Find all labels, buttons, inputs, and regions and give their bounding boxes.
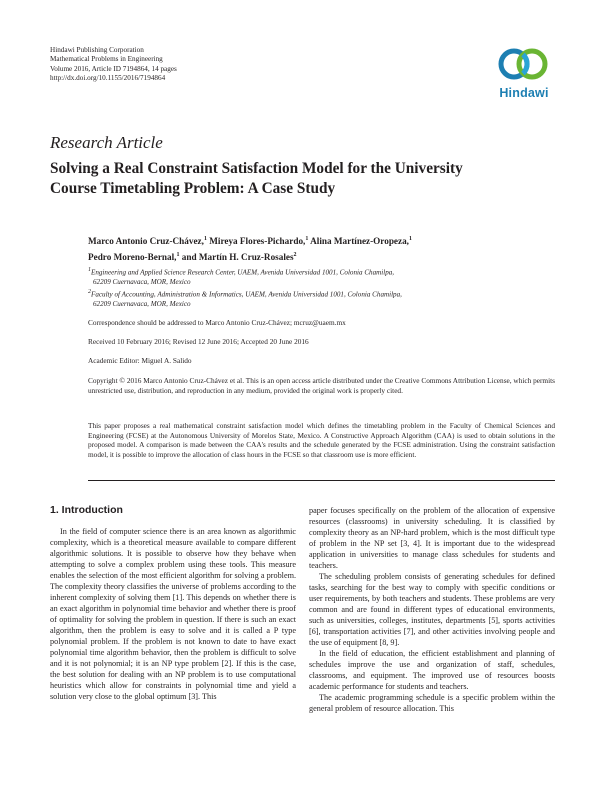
author-line: Marco Antonio Cruz-Chávez,$^1$ Mireya Flores-Pichardo,$^1$ Alina Martínez-Oropeza,$^1$ <box>88 236 412 247</box>
journal-header <box>50 46 177 84</box>
title-line: Course Timetabling Problem: A Case Study <box>50 179 336 197</box>
doi-link[interactable]: http://dx.doi.org/10.1155/2016/7194864 <box>50 74 166 83</box>
right-column <box>309 505 555 714</box>
paragraph: The academic programming schedule is a specific problem within the general problem of resource allocation. This <box>309 693 555 713</box>
author-name: Mireya Flores-Pichardo, <box>209 236 306 247</box>
journal-name: Mathematical Problems in Engineering <box>50 55 163 64</box>
copyright-notice: Copyright © 2016 Marco Antonio Cruz-Chávez et al. This is an open access article distributed under the Creative Commons Attribution License, which permits unrestricted use, distribution, and reproduction in any medium, provided the original work is properly cited. <box>88 376 555 395</box>
paragraph: In the field of education, the efficient establishment and planning of schedules improve the use and organization of staff, schedules, classrooms, and equipment. The improved use of resources boosts academic performance for students and teachers. <box>309 649 555 691</box>
affiliation: $^1$Engineering and Applied Science Research Center, UAEM, Avenida Universidad 1001, Colonia Chamilpa, <box>88 267 395 277</box>
section-heading: 1. Introduction <box>50 504 123 516</box>
author-name: Pedro Moreno-Bernal, <box>88 252 177 263</box>
left-column <box>50 526 296 702</box>
paragraph: The scheduling problem consists of generating schedules for defined tasks, searching for the best way to comply with specific conditions or user requirements, by both teachers and students. These problems are very common and are found in different types of educational environments, such as universities, colleges, institutes, departments [5], sports activities [6], transportation activities [7], and other activities involving people and the use of equipment [8, 9]. <box>309 572 555 647</box>
author-name: and Martín H. Cruz-Rosales <box>181 252 294 263</box>
author-list <box>88 232 548 264</box>
affiliation: $^2$Faculty of Accounting, Administration & Informatics, UAEM, Avenida Universidad 1001, Colonia Chamilpa, <box>88 288 402 298</box>
hindawi-logo <box>490 45 556 105</box>
received-dates: Received 10 February 2016; Revised 12 June 2016; Accepted 20 June 2016 <box>88 337 309 346</box>
affiliations: $^1$Engineering and Applied Science Research Center, UAEM, Avenida Universidad 1001, Colonia Chamilpa, 62209 Cuernavaca, MOR, Mexico $^2$Faculty of Accounting, Administration & Informatics, UAEM, Avenida Universidad 1001, Colonia Chamilpa, 62209 Cuernavaca, MOR, Mexico <box>88 266 548 309</box>
author-name: Alina Martínez-Oropeza, <box>310 236 409 247</box>
publisher-name: Hindawi Publishing Corporation <box>50 46 144 54</box>
academic-editor: Academic Editor: Miguel A. Salido <box>88 356 192 365</box>
paper-title <box>50 159 560 198</box>
author-line: Pedro Moreno-Bernal,$^1$ and Martín H. Cruz-Rosales$^2$ <box>88 252 297 263</box>
logo-wordmark: Hindawi <box>499 86 549 100</box>
volume-info: Volume 2016, Article ID 7194864, 14 pages <box>50 64 177 73</box>
paragraph: In the field of computer science there is an area known as algorithmic complexity, which is a theoretical measure available to compare different algorithmic solutions. It is possible to observe how they behave when attempting to solve a complex problem using these tools. This measure enables the selection of the most efficient algorithm for solving a problem. The complexity theory classifies the universe of problems according to the inherent complexity of solving them [1]. This depends on whether there is an exact algorithm in polynomial time behavior and whether there is proof of optimality for solving the problem in question. If there is such an exact algorithm, then the problem is easy to solve and it is called a P type polynomial problem. If the problem is not known to date to have exact polynomial time algorithm behavior, then the problem is difficult to solve and it is not polynomial; it is an NP type problem [2]. If this is the case, the best solution for dealing with an NP problem is to use computational heuristics which allow for constraints in polynomial time and yield a solution very close to the global optimum [3]. This <box>50 527 296 701</box>
abstract: This paper proposes a real mathematical constraint satisfaction model which defines the timetabling problem in the Faculty of Chemical Sciences and Engineering (FCSE) at the Autonomous University of Morelos State, Mexico. A Constructive Approach Algorithm (CAA) is used to obtain solutions in the proposed model. A comparison is made between the CAA's results and the schedule generated by the FCSE administration. Using the constraint satisfaction model, it is possible to improve the allocation of class hours in the FCSE so that classroom use is more efficient. <box>88 421 555 459</box>
hindawi-rings-icon <box>490 45 556 87</box>
paragraph: paper focuses specifically on the problem of the allocation of expensive resources (classrooms) in university scheduling. It is classified by complexity theory as an NP-hard problem, which is the most difficult type of problem in the NP set [3, 4]. It is important due to the widespread application in universities to manage class schedules for students and teachers. <box>309 506 555 570</box>
divider <box>88 480 555 481</box>
article-type: Research Article <box>50 133 163 152</box>
author-name: Marco Antonio Cruz-Chávez, <box>88 236 204 247</box>
correspondence: Correspondence should be addressed to Marco Antonio Cruz-Chávez; mcruz@uaem.mx <box>88 318 346 327</box>
title-line: Solving a Real Constraint Satisfaction Model for the University <box>50 160 463 177</box>
